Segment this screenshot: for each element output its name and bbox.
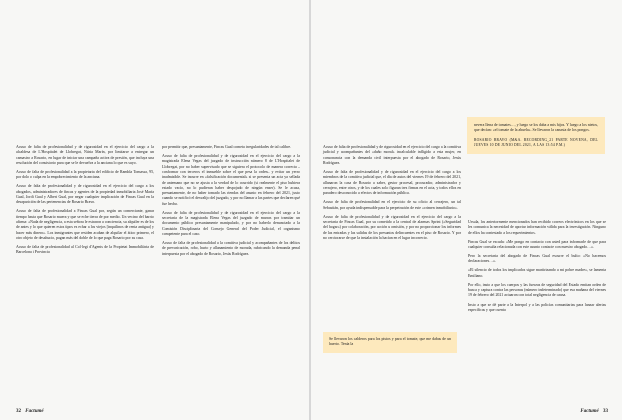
page-number: 32 [16, 409, 21, 414]
pull-quote-text: Se llevaron los calderos para los pistos y para el tomate, que me dabas de un huerto. Tenía la [329, 337, 451, 347]
magazine-name: Factumé [580, 409, 599, 414]
paragraph: Acuso de falta de profesionalidad y de rigurosidad en el ejercicio del cargo a la secretaria de Fincas Gual, por su cometido a la central de alarmas Sprint («Seguridad del hogar») por colaboración, por acción u omisión, y por no proporcionar los informes de las entradas y las salidas de los presuntos delincuentes en el piso de Rosario. Y por no cerciorarse de que la instalación la hacían en el lugar incorrecto. [323, 214, 461, 240]
right-column-2 [468, 220, 606, 317]
pull-quote-citation: ROSARIO BRAVO (M&A. RECORDING_21 PARTE NOVENA, DEL JUEVES 10 DE JUNIO DEL 2021, A LAS 13:54 P.M.) [474, 137, 598, 147]
right-column-1 [323, 145, 461, 245]
left-page [0, 0, 309, 420]
paragraph: Por ello, insto a que los cuerpos y las fuerzas de seguridad del Estado emitan orden de busca y captura contra las personas (número indeterminado) que esa mañana del viernes 19 de febrero del 2021 actuaron con total negligencia de causa. [468, 282, 606, 298]
paragraph: Acuso de falta de profesionalidad a la comitiva judicial y acompañantes de los delitos de prevaricación, robo, hurto y allanamiento de morada, rubricando la demanda penal interpuesta por el abogado de Rosario, Jesús Rodríguez. [162, 241, 300, 256]
pull-quote-box [323, 332, 457, 353]
paragraph: Acuso de falta de profesionalidad y de rigurosidad en el ejercicio del cargo a la magistrada Elena Vegas del juzgado de instrucción número 8 de L'Hospitalet de Llobregat, por no haber supervisado que se siguiera el protocolo de manera correcta –conformar con terceros el inmueble sobre el que pesa la orden– y evitar un yerro inadmisible. Se incurre en «falsificación documental» si se presenta un acta ya sellada de antemano que no se ajusta a la verdad de lo ocurrido (si realmente el piso hubiera estado vacío, no lo pudieran haber despojado de ningún enser). Se le acusa, presuntamente, de no haber tomado las riendas del asunto en febrero del 2021, justo cuando se notificó el desvalijo del juzgado, y por no llamar a las partes que declaren qué fue hecho. [162, 154, 300, 206]
pull-quote-box-continued [467, 117, 605, 154]
paragraph: Acuso de falta de profesionalidad y de rigurosidad en el ejercicio del cargo a la comitiva judicial y acompañantes del «daño moral» incalculable infligido a esta mujer, en consonancia con la demanda civil interpuesta por el abogado de Rosario, Jesús Rodríguez. [323, 145, 461, 165]
left-column-1 [16, 145, 154, 259]
paragraph: Fincas Gual se escuda: «Me pongo en contacto con usted para informarle de que para cualquier consulta relacionada con este asunto contacte con nuestro abogado…». [468, 239, 606, 249]
paragraph: Ursula, los anteriormente mencionados han recibido correos electrónicos en los que se les comunica la necesidad de aportar información válida para la investigación. Ninguno de ellos ha contestado a los requerimientos. [468, 220, 606, 235]
paragraph: Acuso de falta de profesionalidad en el ejercicio de su oficio al cerrajero, un tal Sebastián, por ayuda indispensable para la perpetración de este «crimen inmobiliario». [323, 200, 461, 210]
paragraph: Insto a que se dé parte a la Interpol y a las policías comunitarias para lanzar alertas específicas y que cuenta [468, 302, 606, 312]
paragraph: Acuso de falta de profesionalidad al Col·legi d'Agents de la Propietat Immobiliària de Barcelona i Provincia [16, 244, 154, 255]
left-page-footer [16, 409, 44, 414]
paragraph: «El silencio de todos los implicados sigue martirizando a mi pobre madre», se lamenta Emiliano. [468, 268, 606, 278]
paragraph: Acuso de falta de profesionalidad y de rigurosidad en el ejercicio del cargo a los abogados, administradores de fincas y agentes de la propiedad inmobiliaria José María Gual, Jordi Gual y Albert Gual, por negar cualquier implicación de Fincas Gual en la desaparición de las pertenencias de Rosario Bravo. [16, 184, 154, 205]
magazine-name: Factumé [25, 409, 44, 414]
paragraph: Acuso de falta de profesionalidad y de rigurosidad en el ejercicio del cargo a los miembros de la comitiva judicial que, el día de autos del viernes 19 de febrero del 2021, allanaron la casa de Rosario a saber, gestor procesal, procurador, administrador y cerrajero, entre otros, y de los cuales solo figuran tres firmas en el acta, y todos ellos en paradero desconocido a efectos de información pública. [323, 169, 461, 196]
paragraph: Acuso de falta de profesionalidad a Fincas Gual por, según un comerciante, ganar tiempo hasta que Rosario muera y que se eche tierra de por medio. Un vecino del barrio afirma: «Nada de negligencia, a esta señora le estraron a conciencia, su alquiler es de los de antes y lo que quieren estos tipos es echar a los viejos [inquilinos de renta antigua] y hacer más dinero». Los inmigrantes que residen acaban de alquilar el ático primero, el otro objeto de desahucio, pagan más del doble de lo que paga Rosario por su casa. [16, 209, 154, 240]
paragraph: Acuso de falta de profesionalidad y de rigurosidad en el ejercicio del cargo a la alcaldesa de L'Hospitalet de Llobregat, Núria Marín, por limitarse a entregar un camastro a Rosario, en lugar de iniciar una campaña activa de presión, que incluya una resolución del consistorio para que se le devuelva a la anciana lo que es suyo. [16, 145, 154, 165]
right-page-footer [580, 409, 608, 414]
page-number: 33 [603, 409, 608, 414]
left-column-2 [162, 145, 300, 261]
paragraph: Acuso de falta de profesionalidad y de rigurosidad en el ejercicio del cargo a la secretaria de la magistrada Elena Vegas del juzgado de marras por tramitar un documento público presuntamente manipulado, y por no haberlo denunciado a la Comisión Disciplinaria del Consejo General del Poder Judicial, el organismo competente para el caso. [162, 210, 300, 237]
paragraph: por permitir que, presuntamente, Fincas Gual cometa irregularidades de tal calibre. [162, 145, 292, 149]
paragraph: Acuso de falta de profesionalidad a la propietaria del edificio de Rambla Tomassa, 95, por dolo o culpa en la empobrecimiento de la anciana. [16, 169, 154, 180]
pull-quote-text: nevera llena de tomates…, y luego se los daba a mis hijos. Y luego a los nietos, que decían: «el tomate de la abuela». Se llevaron la canasta de los pongos. [474, 123, 598, 133]
paragraph: Pero la secretaria del abogado de Fincas Gual escurre el bulto: «No hacemos declaraciones…». [468, 254, 606, 264]
